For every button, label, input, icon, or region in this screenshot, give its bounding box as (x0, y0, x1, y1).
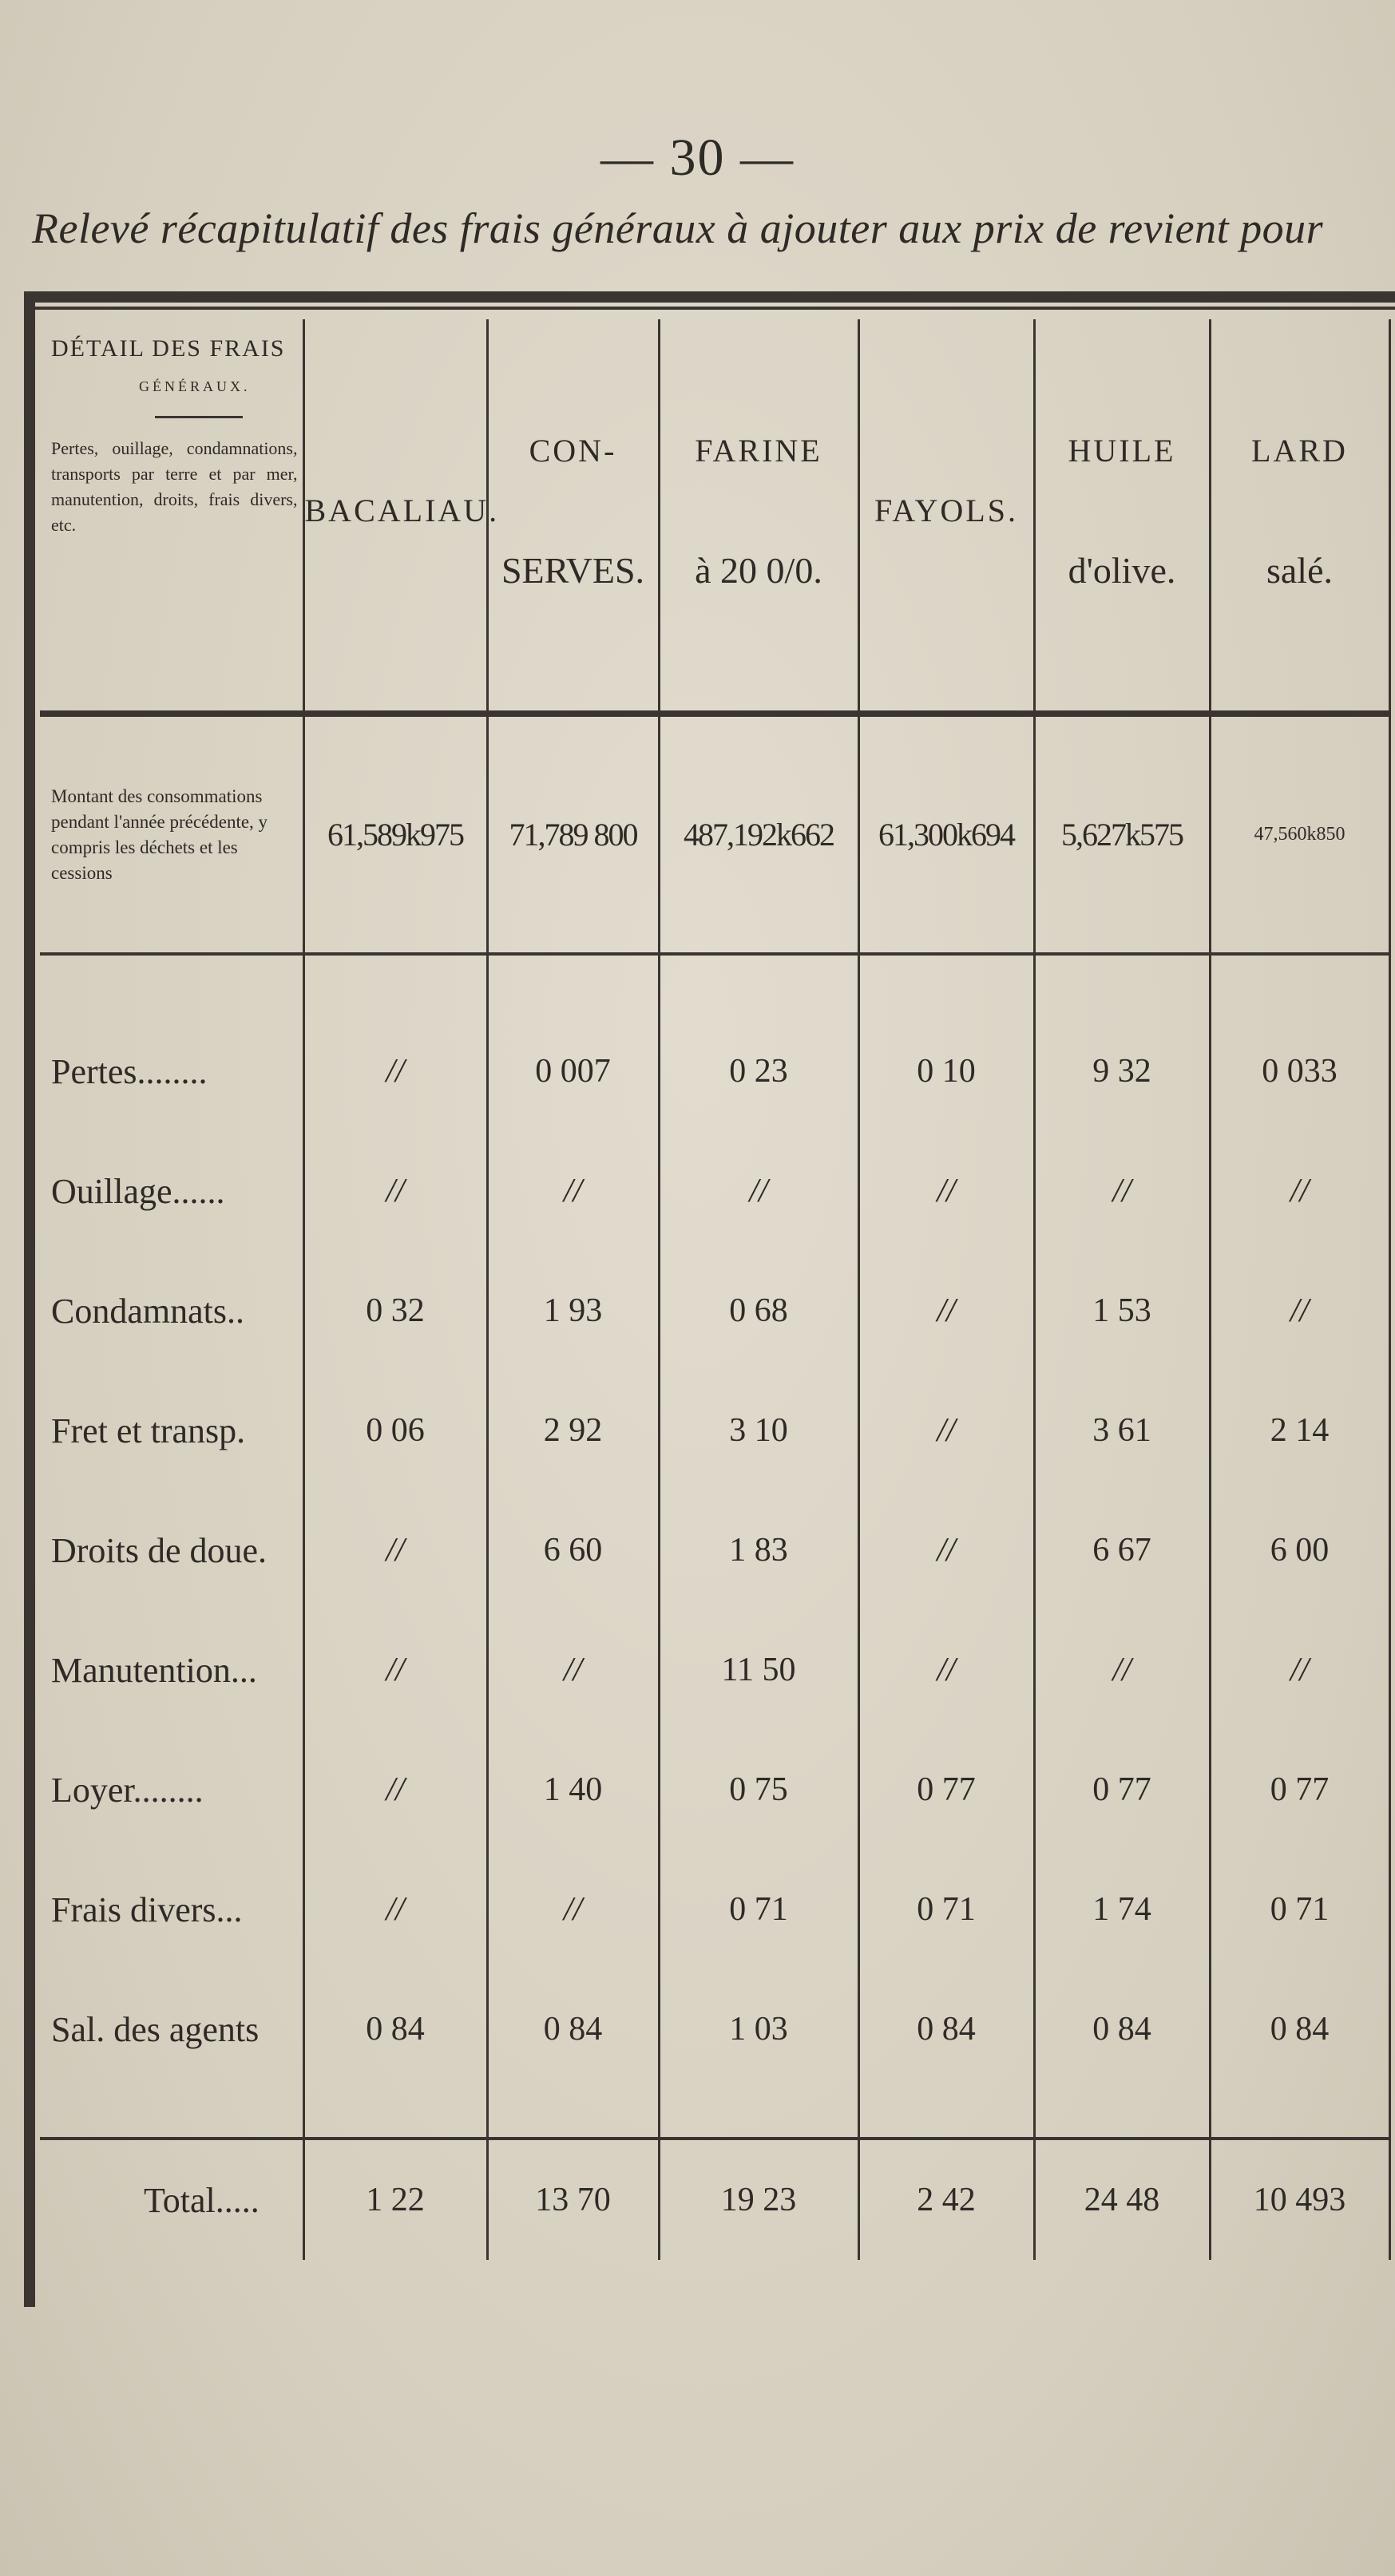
montant-value: 61,300k694 (858, 714, 1034, 954)
cell-value: // (487, 1131, 659, 1251)
cell-value: // (858, 1131, 1034, 1251)
cell-value: 6 60 (487, 1490, 659, 1610)
table-row (40, 1490, 1389, 1610)
table-row (40, 1730, 1389, 1850)
row-label: Loyer........ (51, 1770, 204, 1810)
cell-value: // (303, 1131, 487, 1251)
cell-value: // (1210, 1610, 1389, 1730)
detail-heading: DÉTAIL DES FRAIS (51, 335, 286, 362)
table-row (40, 1969, 1389, 2139)
cell-value: // (858, 1251, 1034, 1371)
cell-value: 0 71 (858, 1850, 1034, 1969)
cell-value: 9 32 (1034, 954, 1210, 1131)
row-label: Manutention... (51, 1650, 257, 1690)
cell-value: // (858, 1371, 1034, 1490)
cell-value: // (487, 1610, 659, 1730)
total-value: 19 23 (659, 2139, 858, 2260)
total-value: 1 22 (303, 2139, 487, 2260)
column-header-fayols: FAYOLS. (858, 319, 1034, 714)
top-rule-thin (24, 307, 1395, 310)
cell-value: // (303, 1730, 487, 1850)
header-row (40, 319, 1389, 714)
page-number: — 30 — (600, 129, 795, 187)
table-row (40, 1251, 1389, 1371)
cell-value: 6 00 (1210, 1490, 1389, 1610)
cell-value: 0 033 (1210, 954, 1389, 1131)
table-row (40, 1850, 1389, 1969)
cell-value: 0 06 (303, 1371, 487, 1490)
total-value: 10 493 (1210, 2139, 1389, 2260)
montant-value: 61,589k975 (303, 714, 487, 954)
total-value: 2 42 (858, 2139, 1034, 2260)
row-label: Sal. des agents (40, 1969, 303, 2139)
cell-value: 2 92 (487, 1371, 659, 1490)
cell-value: 0 75 (659, 1730, 858, 1850)
table-row (40, 954, 1389, 1131)
montant-row (40, 714, 1389, 954)
column-header-conserves: CON- SERVES. (487, 319, 659, 714)
cell-value: // (1034, 1131, 1210, 1251)
cell-value: 0 68 (659, 1251, 858, 1371)
row-label: Pertes........ (51, 1051, 208, 1091)
table-row (40, 1371, 1389, 1490)
cell-value: 1 93 (487, 1251, 659, 1371)
table-row (40, 1131, 1389, 1251)
cell-value: 1 74 (1034, 1850, 1210, 1969)
cell-value: 2 14 (1210, 1371, 1389, 1490)
total-row (40, 2139, 1389, 2260)
cell-value: // (858, 1610, 1034, 1730)
total-value: 13 70 (487, 2139, 659, 2260)
cell-value: // (303, 1850, 487, 1969)
cell-value: 6 67 (1034, 1490, 1210, 1610)
cell-value: 3 10 (659, 1371, 858, 1490)
cell-value: 0 77 (858, 1730, 1034, 1850)
cell-value: 0 84 (487, 1969, 659, 2139)
detail-header-cell (40, 319, 303, 714)
cell-value: 0 007 (487, 954, 659, 1131)
recap-table (40, 319, 1391, 2260)
cell-value: // (1034, 1610, 1210, 1730)
montant-value: 5,627k575 (1034, 714, 1210, 954)
cell-value: 1 03 (659, 1969, 858, 2139)
cell-value: // (303, 1610, 487, 1730)
column-header-huile: HUILE d'olive. (1034, 319, 1210, 714)
cell-value: 3 61 (1034, 1371, 1210, 1490)
cell-value: // (487, 1850, 659, 1969)
cell-value: 0 84 (858, 1969, 1034, 2139)
row-label: Condamnats.. (51, 1291, 244, 1331)
detail-separator (155, 416, 243, 418)
row-label: Ouillage...... (51, 1171, 225, 1211)
montant-label: Montant des consommations pendant l'année précédente, y compris les déchets et les cessions (40, 714, 303, 954)
cell-value: 0 10 (858, 954, 1034, 1131)
montant-value: 71,789 800 (487, 714, 659, 954)
column-header-farine: FARINE à 20 0/0. (659, 319, 858, 714)
detail-description: Pertes, ouillage, condamnations, transports par terre et par mer, manutention, droits, frais divers, etc. (51, 438, 298, 535)
cell-value: 0 84 (303, 1969, 487, 2139)
column-header-lard: LARD salé. (1210, 319, 1389, 714)
cell-value: 0 23 (659, 954, 858, 1131)
cell-value: 0 77 (1210, 1730, 1389, 1850)
cell-value: 0 84 (1210, 1969, 1389, 2139)
column-header-bacaliau: BACALIAU. (303, 319, 487, 714)
cell-value: 0 84 (1034, 1969, 1210, 2139)
cell-value: 0 77 (1034, 1730, 1210, 1850)
cell-value: 0 71 (659, 1850, 858, 1969)
montant-value: 47,560k850 (1210, 714, 1389, 954)
cell-value: // (1210, 1131, 1389, 1251)
table-row (40, 1610, 1389, 1730)
cell-value: 0 71 (1210, 1850, 1389, 1969)
cell-value: // (1210, 1251, 1389, 1371)
cell-value: // (303, 954, 487, 1131)
page-title: Relevé récapitulatif des frais généraux à ajouter aux prix de revient pour (32, 204, 1324, 252)
cell-value: 0 32 (303, 1251, 487, 1371)
cell-value: // (659, 1131, 858, 1251)
total-label: Total..... (144, 2180, 260, 2220)
cell-value: // (858, 1490, 1034, 1610)
top-rule (24, 291, 1395, 303)
cell-value: 11 50 (659, 1610, 858, 1730)
cell-value: 1 53 (1034, 1251, 1210, 1371)
total-value: 24 48 (1034, 2139, 1210, 2260)
cell-value: 1 83 (659, 1490, 858, 1610)
cell-value: // (303, 1490, 487, 1610)
row-label: Fret et transp. (51, 1411, 246, 1450)
row-label: Droits de doue. (51, 1530, 268, 1570)
cell-value: 1 40 (487, 1730, 659, 1850)
left-border (24, 291, 35, 2307)
detail-subheading: GÉNÉRAUX. (139, 378, 251, 394)
row-label: Frais divers... (51, 1889, 243, 1929)
montant-value: 487,192k662 (659, 714, 858, 954)
